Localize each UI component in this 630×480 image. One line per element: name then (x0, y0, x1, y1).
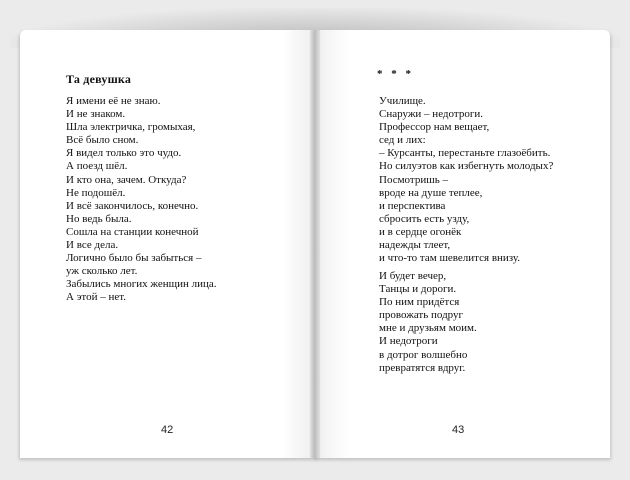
left-poem-text (66, 95, 217, 305)
book-spread (20, 30, 610, 458)
poem-line: Шла электричка, громыхая, (66, 121, 196, 134)
poem-line: надежды тлеет, (379, 239, 451, 252)
poem-line: Посмотришь – (379, 173, 448, 186)
poem-line: Я имени её не знаю. (66, 95, 161, 107)
poem-line: И кто она, зачем. Откуда? (66, 173, 187, 186)
book-gutter (310, 30, 320, 458)
right-poem-stanza-1 (379, 95, 553, 265)
poem-line: А поезд шёл. (66, 160, 128, 173)
poem-line: И всё закончилось, конечно. (66, 199, 199, 212)
page-number-right: 43 (452, 424, 465, 436)
poem-line: уж сколько лет. (66, 265, 138, 278)
poem-line: Забылись многих женщин лица. (66, 278, 217, 291)
poem-line: Я видел только это чудо. (66, 147, 182, 160)
poem-line: и в сердце огонёк (379, 225, 462, 238)
poem-line: сбросить есть узду, (379, 212, 470, 225)
right-page (314, 30, 610, 458)
poem-line: И не знаком. (66, 108, 126, 121)
poem-line: в дотрог волшебно (379, 348, 468, 361)
poem-line: Профессор нам вещает, (379, 121, 490, 134)
poem-line: сед и лих: (379, 134, 426, 147)
poem-line: мне и друзьям моим. (379, 322, 477, 335)
page-number-left: 42 (161, 424, 174, 436)
poem-line: Но силуэтов как избегнуть молодых? (379, 160, 554, 173)
left-page (20, 30, 318, 458)
poem-line: Снаружи – недотроги. (379, 108, 483, 121)
poem-separator-stars: * * * (377, 68, 414, 80)
poem-line: – Курсанты, перестаньте глазоёбить. (379, 147, 551, 160)
poem-line: Танцы и дороги. (379, 283, 457, 296)
poem-line: И недотроги (379, 335, 438, 348)
poem-line: Но ведь была. (66, 212, 132, 225)
poem-line: Логично было бы забыться – (66, 252, 202, 265)
poem-line: превратятся вдруг. (379, 361, 466, 374)
poem-line: По ним придётся (379, 296, 460, 309)
poem-line: Сошла на станции конечной (66, 225, 199, 238)
poem-line: вроде на душе теплее, (379, 186, 483, 199)
poem-line: провожать подруг (379, 309, 464, 322)
poem-line: А этой – нет. (66, 291, 126, 304)
right-poem-stanza-2 (379, 270, 477, 375)
poem-line: И все дела. (66, 239, 119, 252)
poem-title: Та девушка (66, 72, 132, 86)
poem-line: и перспектива (379, 199, 446, 212)
poem-line: и что-то там шевелится внизу. (379, 252, 521, 265)
poem-line: И будет вечер, (379, 270, 447, 282)
poem-line: Всё было сном. (66, 134, 139, 147)
poem-line: Училище. (379, 95, 426, 107)
poem-line: Не подошёл. (66, 186, 126, 199)
